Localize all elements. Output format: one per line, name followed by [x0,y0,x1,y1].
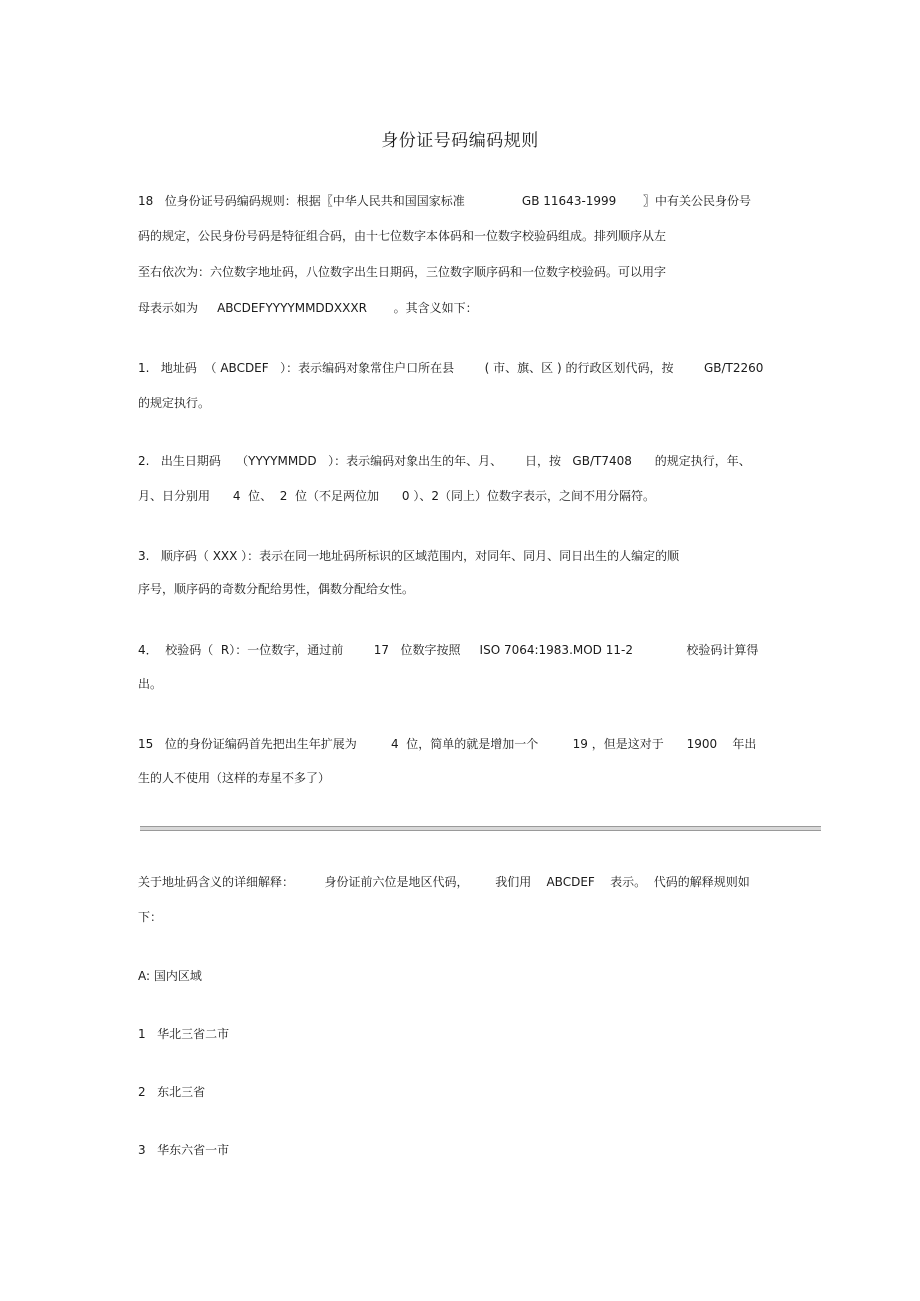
intro-line-4: 母表示如为 ABCDEFYYYYMMDDXXXR 。其含义如下： [138,301,478,315]
intro-line-3: 至右依次为：六位数字地址码，八位数字出生日期码，三位数字顺序码和一位数字校验码。可以用字 [138,265,667,279]
address-intro-line-2: 下： [138,910,163,924]
intro-line-1: 18 位身份证号码编码规则：根据〖中华人民共和国国家标准 GB 11643-1999 〗中有关公民身份号 [138,194,752,208]
address-heading: A: 国内区域 [138,969,202,983]
address-intro-line-1: 关于地址码含义的详细解释： 身份证前六位是地区代码， 我们用 ABCDEF 表示。 代码的解释规则如 [138,875,750,889]
region-item-3: 3 华东六省一市 [138,1143,230,1157]
rule-1-line-2: 的规定执行。 [138,396,211,410]
intro-line-2: 码的规定，公民身份号码是特征组合码，由十七位数字本体码和一位数字校验码组成。排列顺序从左 [138,229,667,243]
rule-4-line-2: 出。 [138,677,163,691]
rule-2-line-2: 月、日分别用 4 位、 2 位（不足两位加 0 ）、2（同上）位数字表示，之间不用分隔符。 [138,489,656,503]
rule-3-line-1: 3. 顺序码（ XXX ）：表示在同一地址码所标识的区域范围内，对同年、同月、同日出生的人编定的顺 [138,549,680,563]
note-line-2: 生的人不使用（这样的寿星不多了） [138,771,331,785]
region-item-2: 2 东北三省 [138,1085,206,1099]
document-title: 身份证号码编码规则 [381,131,539,151]
region-item-1: 1 华北三省二市 [138,1027,230,1041]
rule-1-line-1: 1. 地址码 （ ABCDEF ）：表示编码对象常住户口所在县 ( 市、旗、区 ) 的行政区划代码，按 GB/T2260 [138,361,764,375]
section-divider [140,826,821,831]
rule-2-line-1: 2. 出生日期码 （YYYYMMDD ）：表示编码对象出生的年、月、 日，按 GB/T7408 的规定执行，年、 [138,454,751,468]
note-line-1: 15 位的身份证编码首先把出生年扩展为 4 位，简单的就是增加一个 19 ，但是这对于 1900 年出 [138,737,757,751]
rule-3-line-2: 序号，顺序码的奇数分配给男性，偶数分配给女性。 [138,582,415,596]
rule-4-line-1: 4． 校验码（ R）：一位数字，通过前 17 位数字按照 ISO 7064:1983.MOD 11-2 校验码计算得 [138,643,759,657]
